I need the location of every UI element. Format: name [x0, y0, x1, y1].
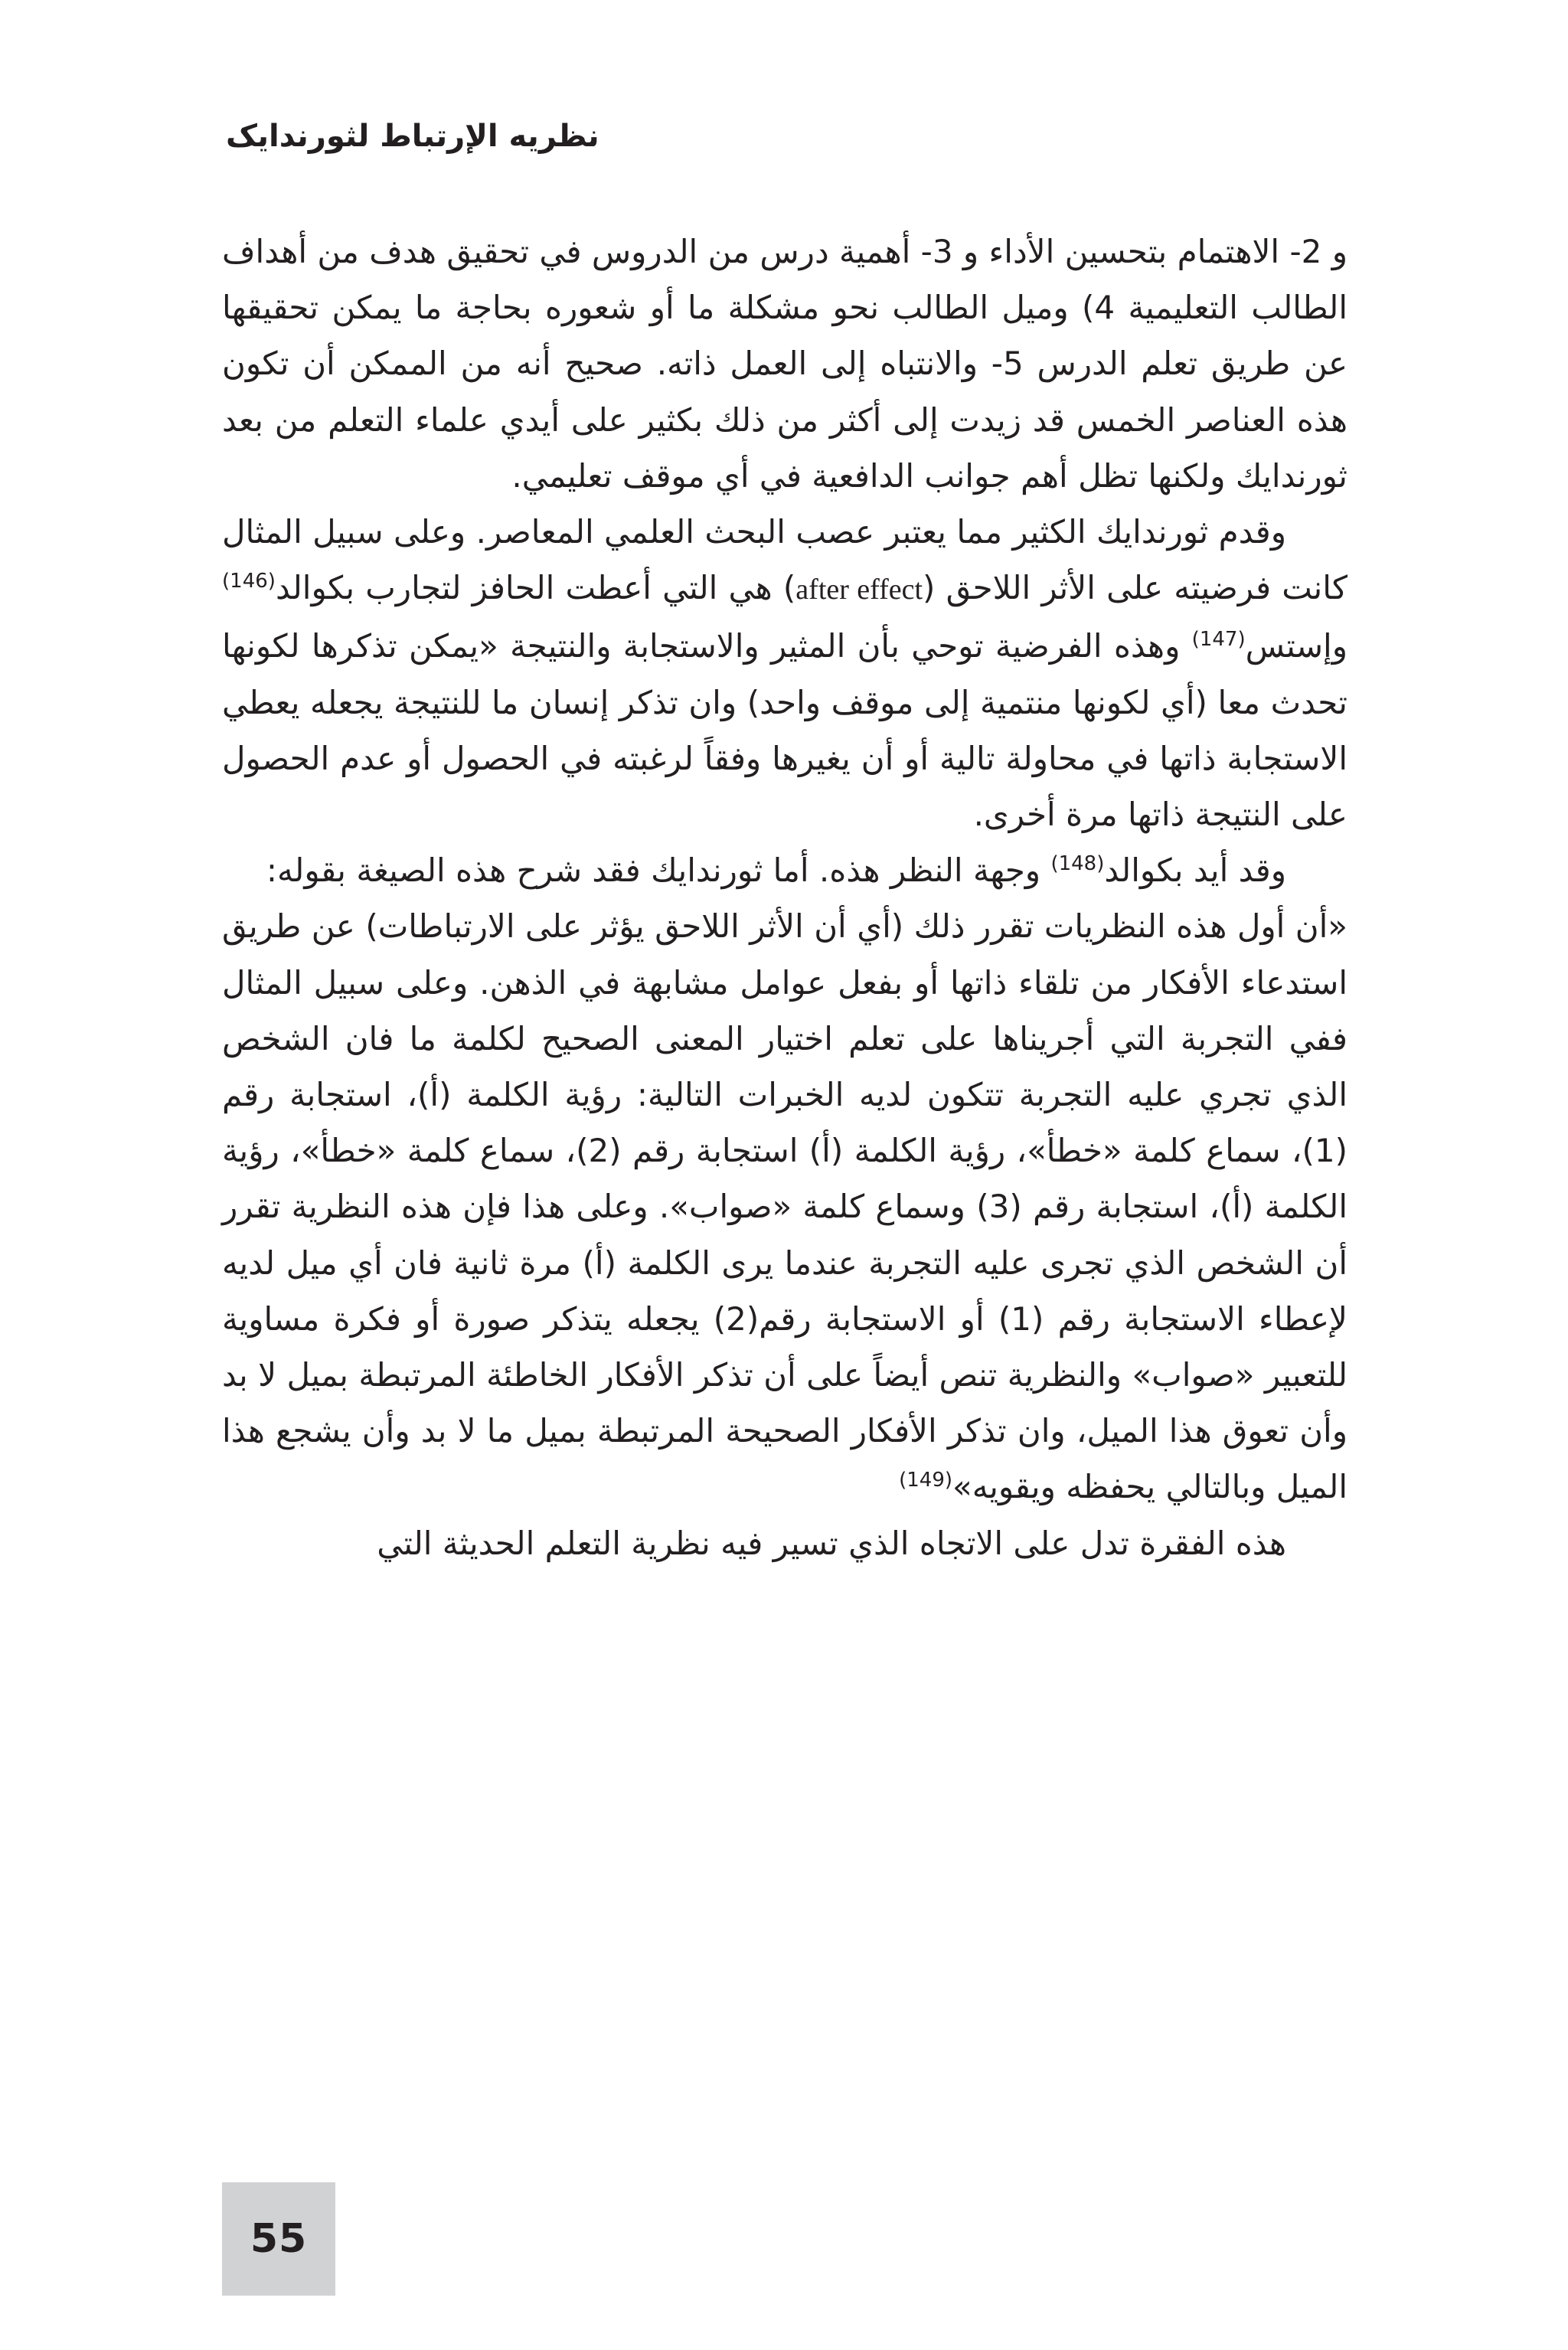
running-header	[226, 113, 1344, 159]
paragraph-1-text: و 2- الاهتمام بتحسين الأداء و 3- أهمية درس من الدروس في تحقيق هدف من أهداف الطالب التعليمية 4) وميل الطالب نحو مشكلة ما أو شعوره بحاجة ما يمكن تحقيقها عن طريق تعلم الدرس 5- والانتباه إلى العمل ذاته. صحيح أنه من الممكن أن تكون هذه العناصر الخمس قد زيدت إلى أكثر من ذلك بكثير على أيدي علماء التعلم من بعد ثورندايك ولكنها تظل أهم جوانب الدافعية في أي موقف تعليمي.	[222, 233, 1348, 495]
paragraph-2-text-part3: وإستس	[1245, 627, 1348, 665]
paragraph-2-text-part4: وهذه الفرضية توحي بأن المثير والاستجابة والنتيجة «يمكن تذكرها لكونها تحدث معا (أي لكونها منتمية إلى موقف واحد) وان تذكر إنسان ما للنتيجة يجعله يعطي الاستجابة ذاتها في محاولة تالية أو أن يغيرها وفقاً لرغبته في الحصول أو عدم الحصول على النتيجة ذاتها مرة أخرى.	[222, 627, 1348, 834]
paragraph-5-text: هذه الفقرة تدل على الاتجاه الذي تسير فيه نظرية التعلم الحديثة التي	[377, 1524, 1286, 1562]
paragraph-3	[222, 842, 1348, 898]
body-text	[222, 224, 1348, 1571]
paragraph-1	[222, 224, 1348, 504]
paragraph-5	[222, 1515, 1348, 1571]
paragraph-4-quotation	[222, 898, 1348, 1515]
paragraph-4-text: «أن أول هذه النظريات تقرر ذلك (أي أن الأثر اللاحق يؤثر على الارتباطات) عن طريق استدعاء الأفكار من تلقاء ذاتها أو بفعل عوامل مشابهة في الذهن. وعلى سبيل المثال ففي التجربة التي أجريناها على تعلم اختيار المعنى الصحيح لكلمة ما فان الشخص الذي تجري عليه التجربة تتكون لديه الخبرات التالية: رؤية الكلمة (أ)، استجابة رقم (1)، سماع كلمة «خطأ»، رؤية الكلمة (أ) استجابة رقم (2)، سماع كلمة «خطأ»، رؤية الكلمة (أ)، استجابة رقم (3) وسماع كلمة «صواب». وعلى هذا فإن هذه النظرية تقرر أن الشخص الذي تجرى عليه التجربة عندما يرى الكلمة (أ) مرة ثانية فان أي ميل لديه لإعطاء الاستجابة رقم (1) أو الاستجابة رقم(2) يجعله يتذكر صورة أو فكرة مساوية للتعبير «صواب» والنظرية تنص أيضاً على أن تذكر الأفكار الخاطئة المرتبطة بميل لا بد وأن تعوق هذا الميل، وان تذكر الأفكار الصحيحة المرتبطة بميل ما لا بد وأن يشجع هذا الميل وبالتالي يحفظه ويقويه»	[222, 907, 1348, 1506]
running-title: نظريه الإرتباط لثورندايک	[226, 119, 599, 154]
footnote-ref-147: (147)	[1191, 628, 1246, 652]
paragraph-2-latin-term: after effect	[795, 574, 923, 606]
paragraph-3-text-part2: وجهة النظر هذه. أما ثورندايك فقد شرح هذه الصيغة بقوله:	[266, 851, 1051, 890]
page-number: 55	[250, 2216, 308, 2262]
paragraph-3-text-part1: وقد أيد بكوالد	[1104, 851, 1286, 890]
footnote-ref-146: (146)	[222, 570, 276, 593]
footnote-ref-149: (149)	[899, 1469, 953, 1492]
paragraph-2	[222, 504, 1348, 842]
paragraph-2-text-part1: وقدم ثورندايك الكثير مما يعتبر عصب البحث العلمي المعاصر. وعلى سبيل المثال كانت فرضيته على الأثر اللاحق (	[222, 513, 1348, 607]
page-number-box	[222, 2182, 335, 2296]
footnote-ref-148: (148)	[1050, 852, 1105, 876]
paragraph-2-text-part2: ) هي التي أعطت الحافز لتجارب بكوالد	[275, 569, 796, 607]
